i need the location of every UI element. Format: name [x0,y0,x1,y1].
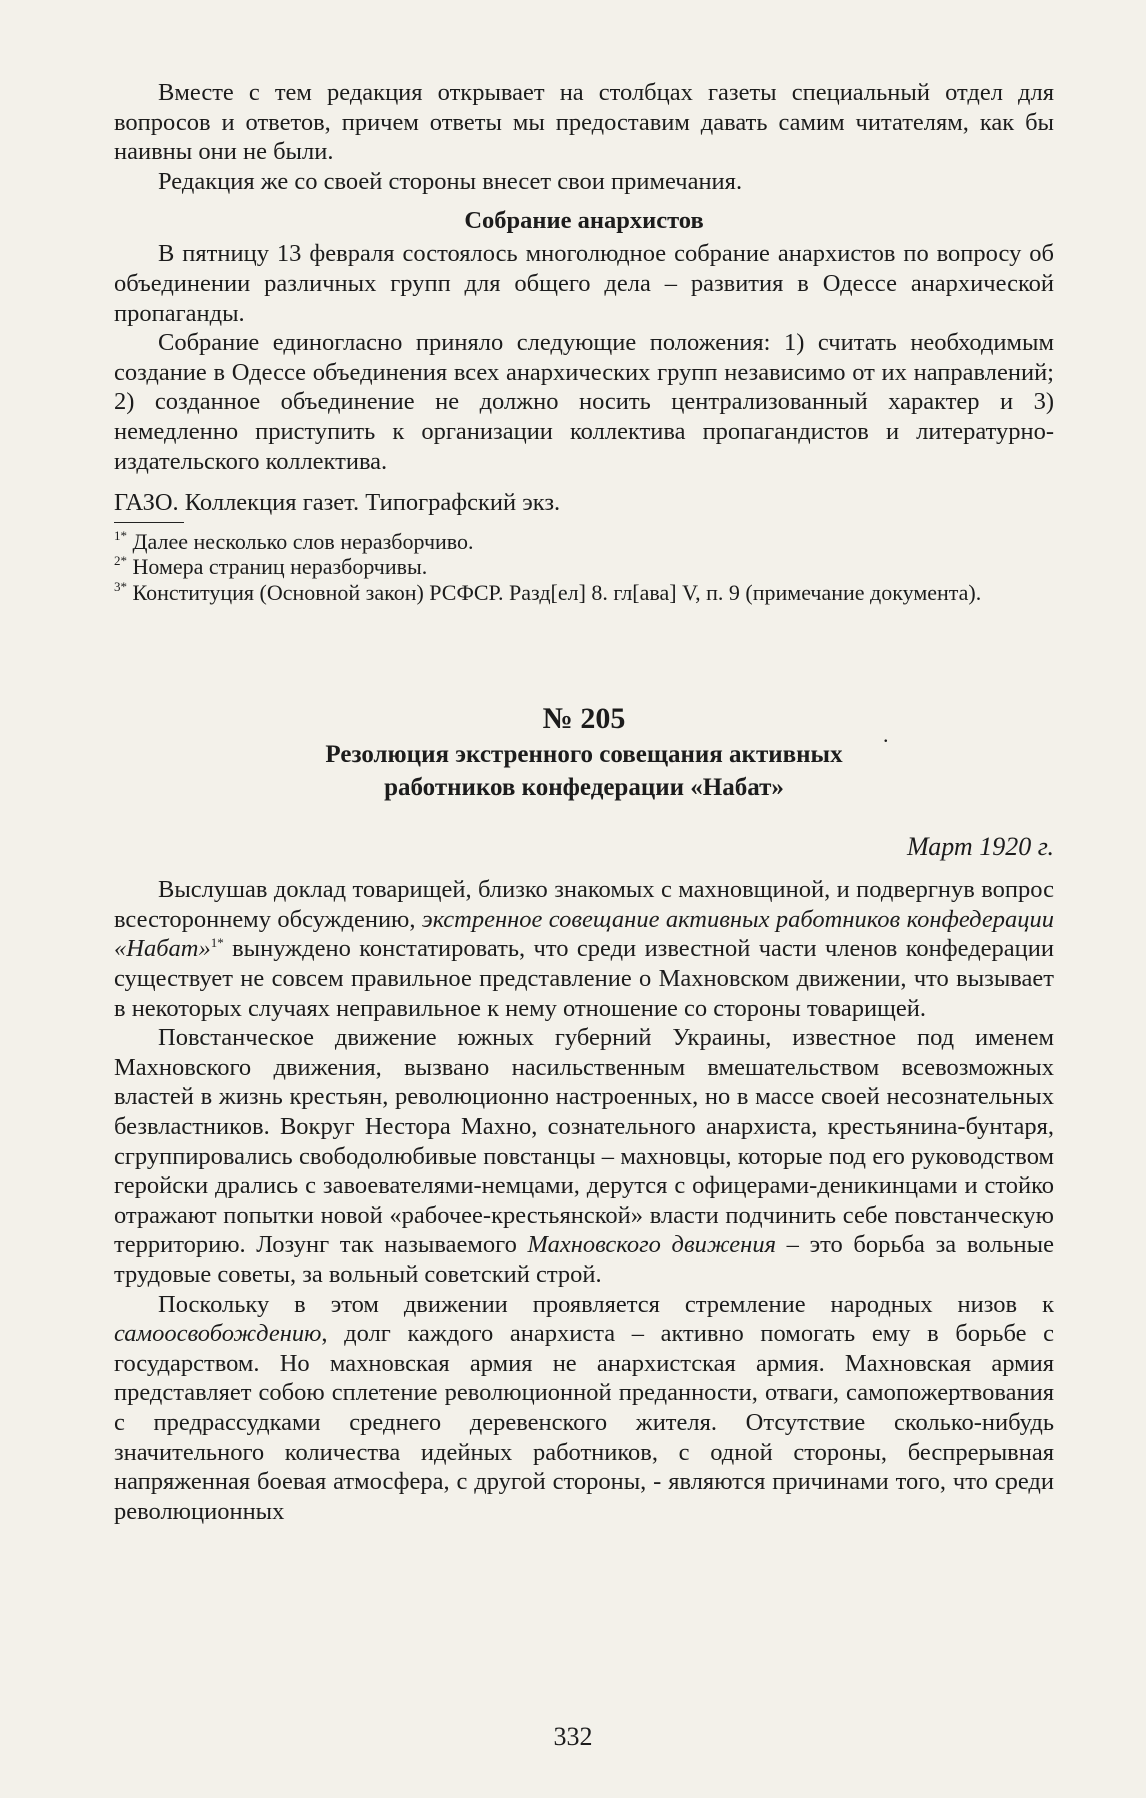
text-run: Выслушав доклад товарищей, близко знакомых с махновщиной, и подвергнув вопрос всестороннему обсуждению, [114,876,1054,933]
page-number: 332 [553,1722,593,1751]
text-run: Поскольку в этом движении проявляется стремление народных низов к [158,1290,1054,1318]
italic-text: экстренное совещание активных работников конфедерации «Набат» [114,905,1054,963]
footnote [114,554,1054,580]
paragraph: Редакция же со своей стороны внесет свои примечания. [158,167,743,195]
archive-source: ГАЗО. Коллекция газет. Типографский экз. [114,489,561,517]
text-run: Повстанческое движение южных губерний Украины, известное под именем Махновского движения, вызвано насильственным вмешательством всевозможных властей в жизнь крестьян, революционно настроенных, но в массе своей несознательных безвластников. Вокруг Нестора Махно, сознательного анархиста, крестьянина-бунтаря, сгруппировались свободолюбивые повстанцы – махновцы, которые под его руководством геройски дрались с завоевателями-немцами, дерутся с офицерами-деникинцами и стойко отражают попытки новой «рабочее-крестьянской» власти подчинить себе повстанческую территорию. Лозунг так называемого [114,1024,1054,1259]
footnote-divider [114,522,184,523]
document-date: Март 1920 г. [906,832,1054,862]
document-title-line-1: Резолюция экстренного совещания активных [325,741,843,769]
paragraph [114,1023,1054,1289]
text-run: – это борьба за вольные трудовые советы, за вольный советский строй. [114,1231,1054,1288]
footnote-mark: 1* [210,935,224,951]
text-run: , долг каждого анархиста – активно помогать ему в борьбе с государством. Но махновская армия не анархистская армия. Махновская армия представляет собою сплетение революционной преданности, отваги, самопожертвования с предрассудками среднего деревенского жителя. Отсутствие сколько-нибудь значительного количества идейных работников, с одной стороны, беспрерывная напряженная боевая атмосфера, с другой стороны, - являются причинами того, что среди революционных [114,1320,1054,1525]
footnote-text: Номера страниц неразборчивы. [132,554,428,580]
paragraph: Вместе с тем редакция открывает на столбцах газеты специальный отдел для вопросов и ответов, причем ответы мы предоставим давать самим читателям, как бы наивны они не были. [114,79,1054,166]
italic-text: самоосвобождению [114,1320,322,1348]
footnote [114,529,1054,555]
footnote-mark: 3* [114,578,127,594]
paragraph [114,1290,1054,1527]
paragraph [114,875,1054,1023]
footnote [114,580,1054,606]
stray-mark: . [883,722,889,747]
footnote-text: Конституция (Основной закон) РСФСР. Разд[ел] 8. гл[ава] V, п. 9 (примечание документа). [132,579,982,605]
paragraph: Собрание единогласно приняло следующие положения: 1) считать необходимым создание в Одессе объединения всех анархических групп независимо от их направлений; 2) созданное объединение не должно носить централизованный характер и 3) немедленно приступить к организации коллектива пропагандистов и литературно-издательского коллектива. [114,329,1054,475]
section-heading: Собрание анархистов [464,207,704,235]
document-title-line-2: работников конфедерации «Набат» [384,774,784,802]
text-run: вынуждено констатировать, что среди известной части членов конфедерации существует не совсем правильное представление о Махновском движении, что вызывает в некоторых случаях неправильное к нему отношение со стороны товарищей. [114,935,1054,1022]
footnote-text: Далее несколько слов неразборчиво. [132,528,474,554]
italic-text: Махновского движения [527,1231,776,1259]
document-number: № 205 [542,702,626,736]
footnote-mark: 2* [114,553,127,569]
paragraph: В пятницу 13 февраля состоялось многолюдное собрание анархистов по вопросу об объединении различных групп для общего дела – развития в Одессе анархической пропаганды. [114,240,1054,327]
footnote-mark: 1* [114,527,127,543]
